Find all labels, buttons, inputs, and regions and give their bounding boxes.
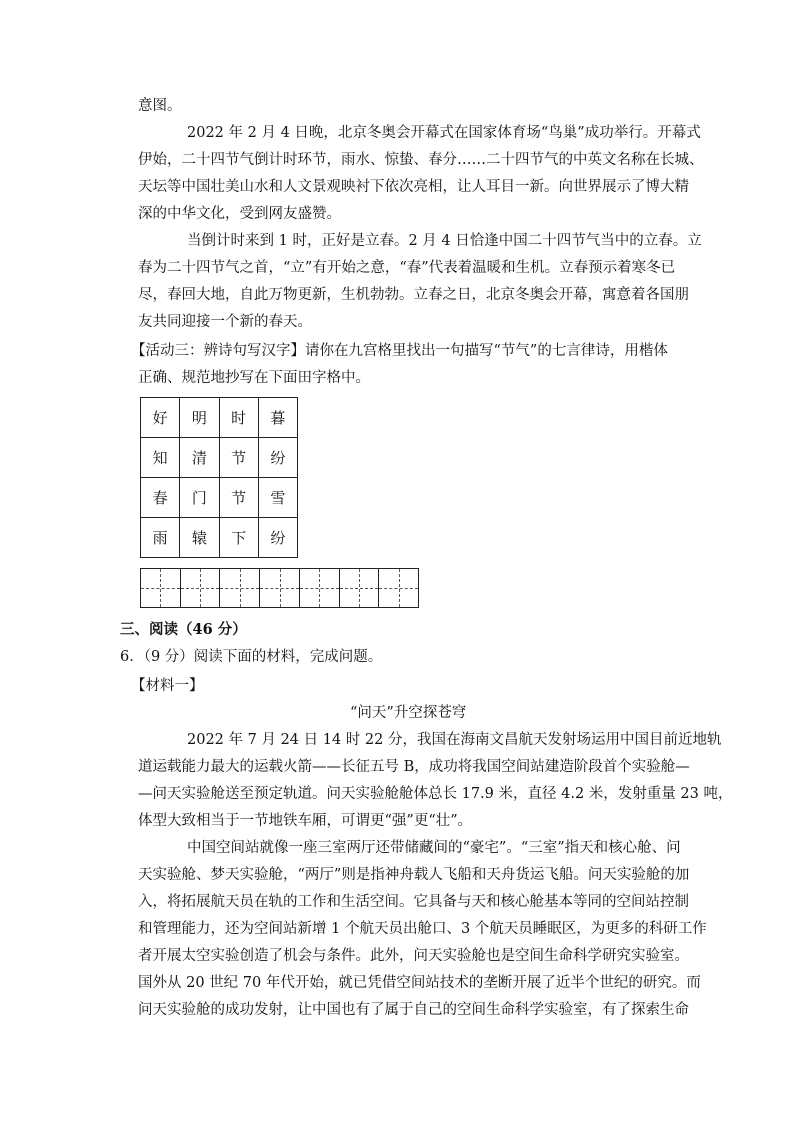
text-line: 2022 年 2 月 4 日晚，北京冬奥会开幕式在国家体育场“鸟巢”成功举行。开幕式 [187, 125, 701, 141]
writing-cell[interactable] [379, 569, 418, 607]
grid-cell: 下 [219, 518, 258, 558]
grid-cell: 节 [219, 478, 258, 518]
grid-cell: 清 [180, 438, 219, 478]
writing-cell[interactable] [340, 569, 380, 607]
grid-cell: 纷 [258, 518, 297, 558]
activity-instruction: 【活动三：辨诗句写汉字】请你在九宫格里找出一句描写“节气”的七言律诗，用楷体 [131, 343, 668, 359]
text-line: 道运载能力最大的运载火箭——长征五号 B，成功将我国空间站建造阶段首个实验舱— [138, 759, 690, 775]
text-line: 2022 年 7 月 24 日 14 时 22 分，我国在海南文昌航天发射场运用中国目前近地轨 [187, 732, 722, 748]
text-line: 当倒计时来到 1 时，正好是立春。2 月 4 日恰逢中国二十四节气当中的立春。立 [187, 233, 702, 249]
section-heading: 三、阅读（46 分） [120, 621, 247, 638]
grid-cell: 节 [219, 438, 258, 478]
writing-cell[interactable] [220, 569, 260, 607]
text-line: 友共同迎接一个新的春天。 [138, 314, 312, 330]
grid-cell: 好 [141, 398, 180, 438]
text-line: 国外从 20 世纪 70 年代开始，就已凭借空间站技术的垄断开展了近半个世纪的研究。而 [138, 975, 701, 991]
text-line: 和管理能力，还为空间站新增 1 个航天员出舱口、3 个航天员睡眠区，为更多的科研工作 [138, 921, 707, 937]
text-line: 天坛等中国壮美山水和人文景观映衬下依次亮相，让人耳目一新。向世界展示了博大精 [138, 179, 689, 195]
grid-cell: 纷 [258, 438, 297, 478]
question-text: 6．（9 分）阅读下面的材料，完成问题。 [120, 649, 383, 665]
text-line: 深的中华文化，受到网友盛赞。 [138, 206, 341, 222]
article-title: “问天”升空探苍穹 [350, 705, 467, 721]
text-line: 尽，春回大地，自此万物更新，生机勃勃。立春之日，北京冬奥会开幕，寓意着各国朋 [138, 287, 689, 303]
grid-cell: 辕 [180, 518, 219, 558]
text-line: 体型大致相当于一节地铁车厢，可谓更“强”更“壮”。 [138, 813, 473, 829]
text-line: 者开展太空实验创造了机会与条件。此外，问天实验舱也是空间生命科学研究实验室。 [138, 948, 689, 964]
writing-cell[interactable] [260, 569, 300, 607]
grid-cell: 雪 [258, 478, 297, 518]
text-line: 春为二十四节气之首，“立”有开始之意，“春”代表着温暖和生机。立春预示着寒冬已 [138, 260, 676, 276]
grid-cell: 暮 [258, 398, 297, 438]
text-line: 正确、规范地抄写在下面田字格中。 [138, 370, 370, 386]
text-line: 天实验舱、梦天实验舱，“两厅”则是指神舟载人飞船和天舟货运飞船。问天实验舱的加 [138, 867, 690, 883]
grid-cell: 知 [141, 438, 180, 478]
grid-cell: 门 [180, 478, 219, 518]
writing-cell[interactable] [300, 569, 340, 607]
grid-cell: 时 [219, 398, 258, 438]
text-line: 问天实验舱的成功发射，让中国也有了属于自己的空间生命科学实验室，有了探索生命 [138, 1002, 689, 1018]
grid-cell: 春 [141, 478, 180, 518]
text-line: —问天实验舱送至预定轨道。问天实验舱舱体总长 17.9 米，直径 4.2 米，发射重量 23 吨， [138, 786, 733, 802]
tianzige-writing-grid[interactable] [140, 568, 419, 608]
writing-cell[interactable] [181, 569, 221, 607]
grid-cell: 雨 [141, 518, 180, 558]
material-label: 【材料一】 [131, 678, 204, 694]
writing-cell[interactable] [141, 569, 181, 607]
text-line: 中国空间站就像一座三室两厅还带储藏间的“豪宅”。“三室”指天和核心舱、问 [187, 840, 681, 856]
text-line: 入，将拓展航天员在轨的工作和生活空间。它具备与天和核心舱基本等同的空间站控制 [138, 894, 689, 910]
nine-grid-table [140, 397, 298, 558]
text-line: 意图。 [138, 98, 182, 114]
text-line: 伊始，二十四节气倒计时环节，雨水、惊蛰、春分……二十四节气的中英文名称在长城、 [138, 152, 704, 168]
grid-cell: 明 [180, 398, 219, 438]
